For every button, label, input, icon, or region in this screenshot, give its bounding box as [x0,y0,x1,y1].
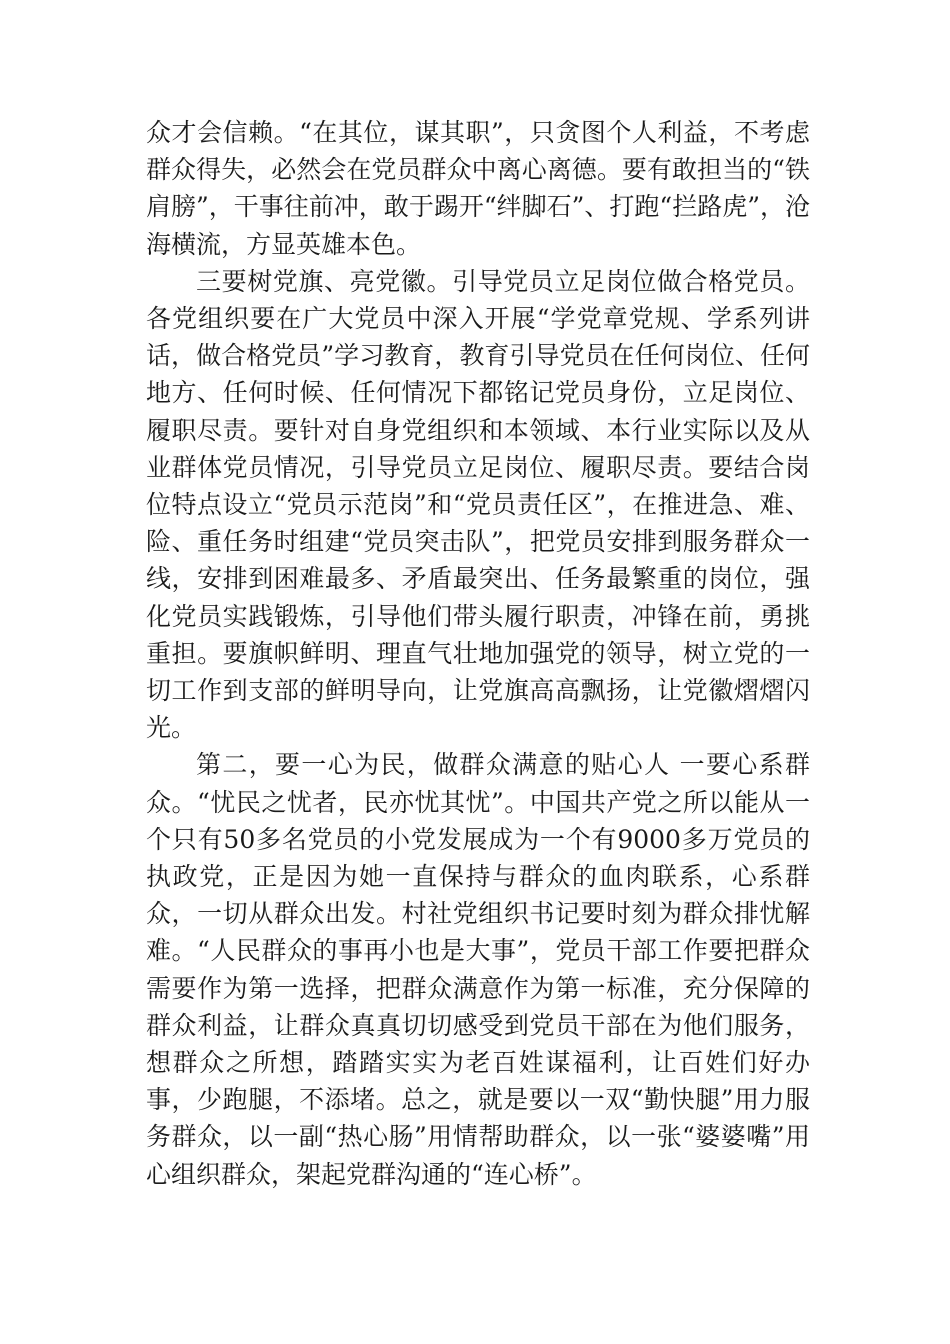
document-page [146,114,810,1193]
paragraph-continuation: 众才会信赖。“在其位，谋其职”，只贪图个人利益，不考虑群众得失，必然会在党员群众中离心离德。要有敢担当的“铁肩膀”，干事往前冲，敢于踢开“绊脚石”、打跑“拦路虎”，沧海横流，方显英雄本色。 [146,118,810,259]
paragraph-party-flag: 三要树党旗、亮党徽。引导党员立足岗位做合格党员。各党组织要在广大党员中深入开展“学党章党规、学系列讲话，做合格党员”学习教育，教育引导党员在任何岗位、任何地方、任何时候、任何情况下都铭记党员身份，立足岗位、履职尽责。要针对自身党组织和本领域、本行业实际以及从业群体党员情况，引导党员立足岗位、履职尽责。要结合岗位特点设立“党员示范岗”和“党员责任区”，在推进急、难、险、重任务时组建“党员突击队”，把党员安排到服务群众一线，安排到困难最多、矛盾最突出、任务最繁重的岗位，强化党员实践锻炼，引导他们带头履行职责，冲锋在前，勇挑重担。要旗帜鲜明、理直气壮地加强党的领导，树立党的一切工作到支部的鲜明导向，让党旗高高飘扬，让党徽熠熠闪光。 [146,266,810,743]
paragraph-serve-people: 第二，要一心为民，做群众满意的贴心人 一要心系群众。“忧民之忧者，民亦忧其忧”。中国共产党之所以能从一个只有50多名党员的小党发展成为一个有9000多万党员的执政党，正是因为她一直保持与群众的血肉联系，心系群众，一切从群众出发。村社党组织书记要时刻为群众排忧解难。“人民群众的事再小也是大事”，党员干部工作要把群众需要作为第一选择，把群众满意作为第一标准，充分保障的群众利益，让群众真真切切感受到党员干部在为他们服务，想群众之所想，踏踏实实为老百姓谋福利，让百姓们好办事，少跑腿，不添堵。总之，就是要以一双“勤快腿”用力服务群众，以一副“热心肠”用情帮助群众，以一张“婆婆嘴”用心组织群众，架起党群沟通的“连心桥”。 [146,750,810,1189]
